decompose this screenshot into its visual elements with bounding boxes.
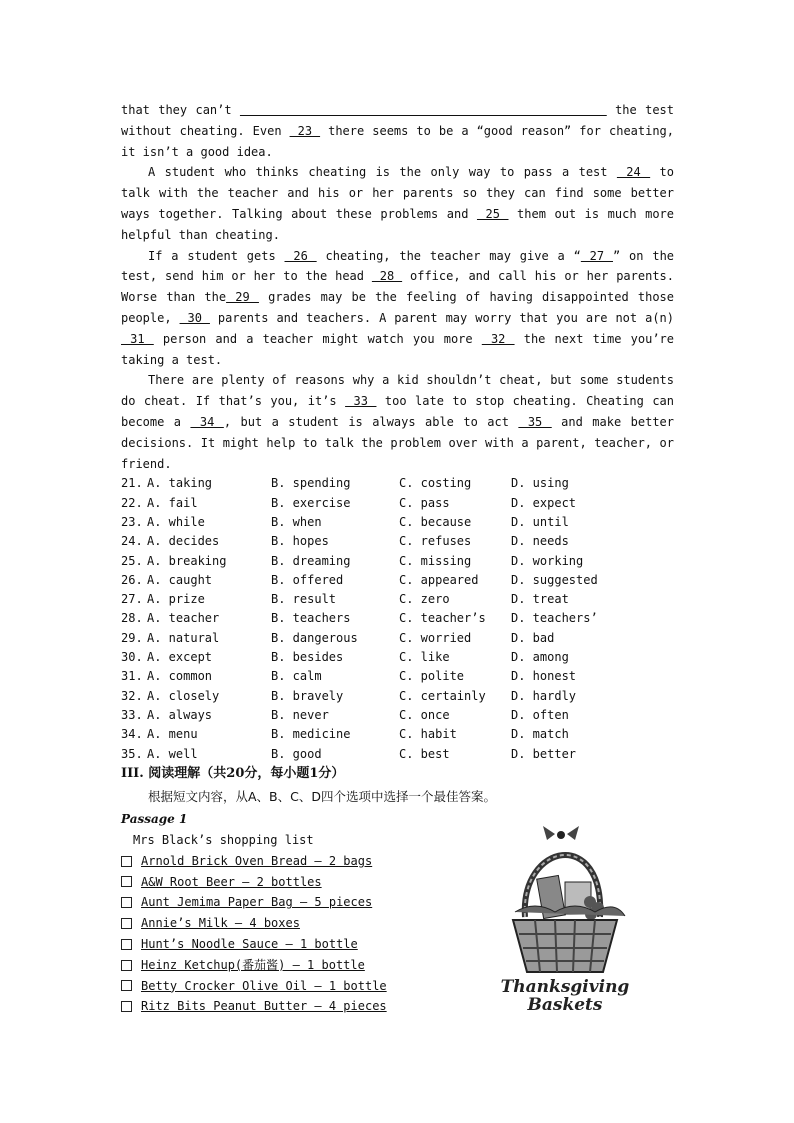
text: person and a teacher might watch you more: [153, 331, 482, 346]
text: them out is much more helpful than cheating.: [121, 206, 674, 242]
paragraph-3: [121, 246, 674, 371]
option-c: C. appeared: [399, 572, 479, 587]
option-row: [121, 571, 674, 590]
question-number: 31.: [121, 669, 143, 684]
text: parents and teachers. A parent may worry that you are not a(n): [209, 310, 675, 325]
blank-23: 23: [289, 123, 321, 138]
question-number: 25.: [121, 553, 143, 568]
item-text: Arnold Brick Oven Bread — 2 bags: [141, 853, 373, 868]
option-a: A. common: [147, 669, 213, 684]
option-a: A. well: [147, 746, 198, 761]
caption-line-1: Thanksgiving: [500, 977, 630, 997]
question-number: 35.: [121, 746, 143, 761]
question-number: 21.: [121, 476, 143, 491]
checkbox-icon: [121, 960, 132, 971]
text: there seems to be a “good reason” for cheating, it isn’t a good idea.: [121, 123, 675, 159]
option-d: D. treat: [511, 592, 569, 607]
paragraph-2: [121, 162, 674, 245]
options-list: [121, 474, 674, 763]
blank-25: 25: [476, 206, 509, 221]
paragraph-1: [121, 100, 674, 162]
option-b: B. medicine: [271, 727, 351, 742]
blank-32: 32: [481, 331, 515, 346]
option-row: [121, 532, 674, 551]
text: office, and call his or her parents. Worse than the: [121, 269, 675, 305]
option-b: B. teachers: [271, 611, 351, 626]
text: to talk with the teacher and his or her parents so they can find some better ways together. Talking about these problems and: [121, 165, 674, 221]
option-d: D. needs: [511, 534, 569, 549]
option-d: D. match: [511, 727, 569, 742]
section-instruction: 根据短文内容，从A、B、C、D四个选项中选择一个最佳答案。: [148, 788, 496, 804]
item-text: Betty Crocker Olive Oil — 1 bottle: [141, 978, 387, 993]
question-number: 30.: [121, 650, 143, 665]
option-b: B. dangerous: [271, 630, 358, 645]
option-d: D. often: [511, 707, 569, 722]
option-b: B. offered: [271, 572, 344, 587]
option-row: [121, 513, 674, 532]
section-heading: III. 阅读理解（共20分，每小题1分）: [121, 765, 345, 781]
option-c: C. habit: [399, 727, 457, 742]
blank-35: 35: [518, 414, 552, 429]
blank-34: 34: [190, 414, 224, 429]
blank-26: 26: [284, 248, 317, 263]
blank-29: 29: [226, 290, 259, 305]
blank-24: 24: [616, 165, 651, 180]
option-c: C. because: [399, 514, 472, 529]
text: the test without: [121, 103, 674, 138]
caption-line-2: Baskets: [527, 995, 603, 1015]
text: A student who thinks cheating is the only way to pass a test: [148, 165, 617, 180]
text: cheating, the teacher may give a “: [316, 248, 581, 263]
checkbox-icon: [121, 918, 132, 929]
question-number: 27.: [121, 592, 143, 607]
option-c: C. worried: [399, 630, 472, 645]
option-b: B. spending: [271, 476, 351, 491]
option-a: A. menu: [147, 727, 198, 742]
option-a: A. caught: [147, 572, 213, 587]
blank-31: 31: [121, 331, 154, 346]
option-d: D. hardly: [511, 688, 577, 703]
option-b: B. calm: [271, 669, 322, 684]
option-row: [121, 725, 674, 744]
item-text: Hunt’s Noodle Sauce — 1 bottle: [141, 936, 358, 951]
option-b: B. never: [271, 707, 329, 722]
basket-illustration: [495, 822, 635, 1022]
text: and make better decisions. It might help to talk the problem over with a parent, teacher, or friend.: [121, 414, 674, 471]
option-d: D. until: [511, 514, 569, 529]
blank-30: 30: [179, 310, 210, 325]
text: ” on the test, send him or her to the head: [121, 248, 675, 284]
option-row: [121, 706, 674, 725]
text: cheating. Even: [179, 123, 290, 138]
item-text: Annie’s Milk — 4 boxes: [141, 916, 300, 931]
option-a: A. except: [147, 650, 213, 665]
option-b: B. when: [271, 514, 322, 529]
option-a: A. taking: [147, 476, 213, 491]
text: that they can’t: [121, 103, 240, 117]
option-row: [121, 474, 674, 493]
option-row: [121, 590, 674, 609]
option-c: C. once: [399, 707, 450, 722]
option-a: A. prize: [147, 592, 205, 607]
item-text: A&W Root Beer — 2 bottles: [141, 874, 322, 889]
option-a: A. always: [147, 707, 213, 722]
question-number: 23.: [121, 514, 143, 529]
option-b: B. dreaming: [271, 553, 351, 568]
checkbox-icon: [121, 856, 132, 867]
question-number: 26.: [121, 572, 143, 587]
option-c: C. certainly: [399, 688, 486, 703]
question-number: 34.: [121, 727, 143, 742]
item-text: Ritz Bits Peanut Butter — 4 pieces: [141, 999, 387, 1014]
checkbox-icon: [121, 939, 132, 950]
option-a: A. decides: [147, 534, 220, 549]
checkbox-icon: [121, 1001, 132, 1012]
question-number: 28.: [121, 611, 143, 626]
option-a: A. natural: [147, 630, 220, 645]
question-number: 33.: [121, 707, 143, 722]
checkbox-icon: [121, 876, 132, 887]
blank-27: 27: [580, 248, 613, 263]
question-number: 32.: [121, 688, 143, 703]
text: , but a student is always able to act: [223, 414, 519, 429]
option-b: B. besides: [271, 650, 344, 665]
text: the next time you’re taking a test.: [121, 331, 674, 367]
question-number: 29.: [121, 630, 143, 645]
option-c: C. refuses: [399, 534, 472, 549]
option-a: A. closely: [147, 688, 220, 703]
bow-knot: [557, 831, 565, 839]
option-row: [121, 629, 674, 648]
option-a: A. teacher: [147, 611, 220, 626]
option-d: D. among: [511, 650, 569, 665]
checkbox-icon: [121, 897, 132, 908]
option-d: D. suggested: [511, 572, 598, 587]
option-c: C. best: [399, 746, 450, 761]
option-row: [121, 745, 674, 764]
option-d: D. bad: [511, 630, 555, 645]
option-row: [121, 609, 674, 628]
option-b: B. good: [271, 746, 322, 761]
question-number: 24.: [121, 534, 143, 549]
option-c: C. missing: [399, 553, 472, 568]
question-number: 22.: [121, 495, 143, 510]
blank-22: [240, 103, 607, 117]
blank-28: 28: [371, 269, 403, 284]
option-b: B. hopes: [271, 534, 329, 549]
item-text: Aunt Jemima Paper Bag — 5 pieces: [141, 895, 373, 910]
option-row: [121, 667, 674, 686]
checkbox-icon: [121, 980, 132, 991]
option-d: D. expect: [511, 495, 577, 510]
option-b: B. bravely: [271, 688, 344, 703]
blank-33: 33: [345, 394, 377, 409]
text: grades may be the feeling of having disappointed those people,: [121, 290, 674, 325]
thanksgiving-basket-image: [495, 822, 635, 1022]
shopping-list-title: Mrs Black’s shopping list: [133, 832, 314, 847]
option-row: [121, 687, 674, 706]
option-row: [121, 552, 674, 571]
option-d: D. honest: [511, 669, 577, 684]
paragraph-4: [121, 370, 674, 474]
option-c: C. like: [399, 650, 450, 665]
option-c: C. teacher’s: [399, 611, 486, 626]
option-d: D. using: [511, 476, 569, 491]
option-c: C. pass: [399, 495, 450, 510]
text: too late to stop cheating. Cheating can become a: [121, 394, 675, 429]
option-d: D. teachers’: [511, 611, 598, 626]
text: There are plenty of reasons why a kid shouldn’t cheat, but some students do cheat. If that’s you, it’s: [121, 373, 674, 409]
passage-title: Passage 1: [121, 811, 188, 826]
basket-body: [513, 920, 617, 972]
option-b: B. exercise: [271, 495, 351, 510]
option-row: [121, 494, 674, 513]
option-c: C. costing: [399, 476, 472, 491]
option-d: D. working: [511, 553, 584, 568]
option-c: C. polite: [399, 669, 465, 684]
option-a: A. fail: [147, 495, 198, 510]
option-a: A. while: [147, 514, 205, 529]
option-row: [121, 648, 674, 667]
option-b: B. result: [271, 592, 337, 607]
text: If a student gets: [148, 248, 285, 263]
option-a: A. breaking: [147, 553, 227, 568]
option-c: C. zero: [399, 592, 450, 607]
option-d: D. better: [511, 746, 577, 761]
item-text: Heinz Ketchup(番茄酱) — 1 bottle: [141, 957, 365, 972]
